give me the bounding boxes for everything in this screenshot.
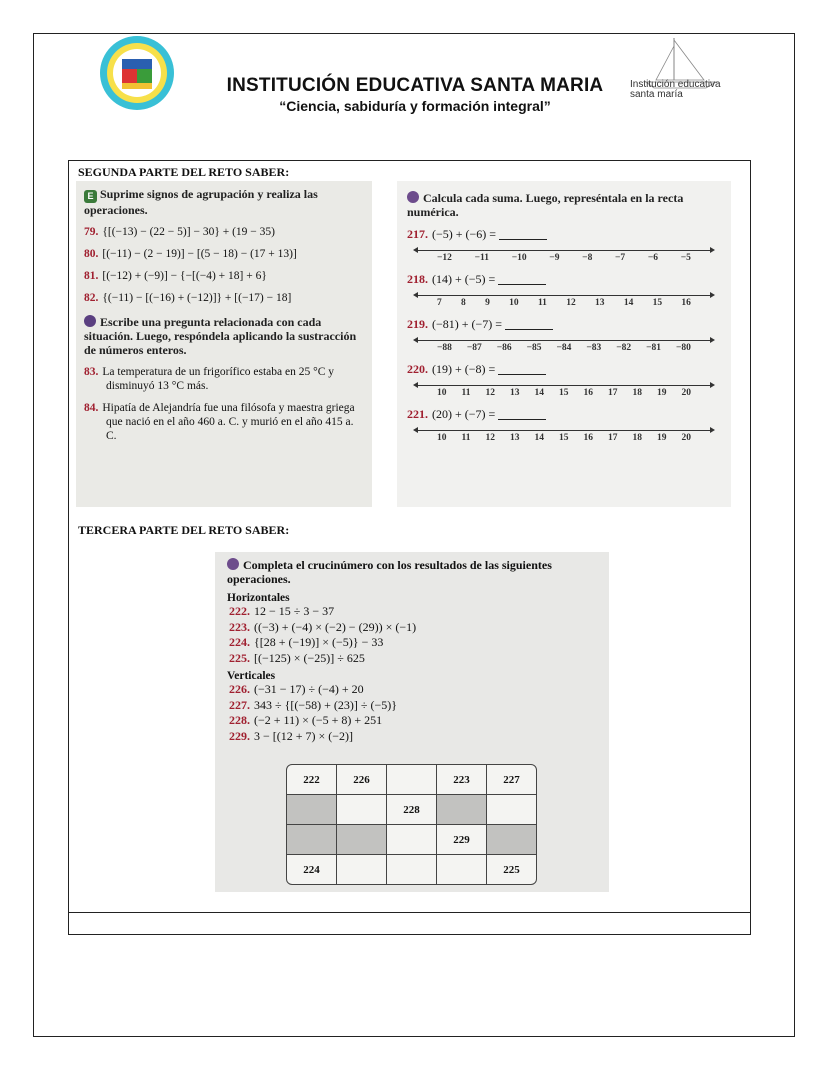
horizontal-clue [229,604,597,620]
clue-expression: 343 ÷ {[(−58) + (23)] ÷ (−5)} [254,697,397,712]
crossword-cell [287,795,336,824]
exercise-number: 79. [84,226,99,238]
sums-numberline-panel [397,181,731,507]
number-line-axis [415,430,713,431]
instruction-questions: Escribe una pregunta relacionada con cada situación. Luego, respóndela aplicando la sustracción de números enteros. [84,315,357,357]
crossword-cell: 228 [387,795,436,824]
exercise-number: 82. [84,292,99,304]
clue-expression: ((−3) + (−4) × (−2) − (29)) × (−1) [254,619,417,634]
vertical-clue [229,729,597,745]
grouping-exercise [84,269,364,283]
number-line-axis [415,340,713,341]
tick-label: −10 [511,253,527,263]
crossword-cell [437,795,486,824]
tick-label: 14 [623,298,634,308]
vertical-label: Verticales [227,670,276,682]
tick-label: 10 [509,298,519,308]
tick-label: 18 [632,433,642,443]
tick-label: 7 [437,298,442,308]
number-line [407,336,721,354]
tick-label: 13 [595,298,605,308]
horizontal-clue [229,651,597,667]
tick-label: 17 [607,433,618,443]
answer-blank [505,319,553,330]
grouping-exercise [84,247,364,261]
exercise-expression: [(−12) + (−9)] − {−[(−4) + 18] + 6} [102,270,267,282]
number-line-ticks [437,388,691,398]
tick-label: 8 [461,298,466,308]
tick-label: 19 [656,433,667,443]
section-badge-icon: E [84,190,97,203]
sum-exercise-list [407,227,721,444]
tick-label: −82 [616,343,632,353]
school-crest-logo [96,35,178,111]
exercise-number: 80. [84,248,99,260]
instruction-grouping: E Suprime signos de agrupación y realiza las operaciones. [84,187,318,217]
exercise-expression: {[(−13) − (22 − 5)] − 30} + (19 − 35) [102,226,275,238]
answer-blank [498,364,546,375]
clue-number: 225. [229,650,250,665]
sum-expression: (20) + (−7) = [432,407,496,421]
answer-blank [499,229,547,240]
grouping-exercise-list [84,225,364,305]
tick-label: 11 [461,388,471,398]
tick-label: −87 [466,343,482,353]
tick-label: −8 [582,253,593,263]
vertical-clue [229,682,597,698]
number-line-ticks [437,343,691,353]
tick-label: −81 [646,343,662,353]
sum-number: 218. [407,272,428,286]
tick-label: −12 [437,253,452,263]
exercise-expression: [(−11) − (2 − 19)] − [(5 − 18) − (17 + 13)] [102,248,297,260]
grouping-signs-panel [76,181,372,507]
answer-blank [498,274,546,285]
tick-label: 16 [583,433,593,443]
clue-number: 222. [229,604,250,618]
tick-label: 9 [485,298,490,308]
clue-expression: {[28 + (−19)] × (−5)} − 33 [254,635,384,649]
crossword-panel [215,552,609,892]
second-part-title: SEGUNDA PARTE DEL RETO SABER: [78,165,290,179]
school-header [200,75,630,114]
tick-label: −5 [680,253,691,263]
vertical-clue [229,713,597,729]
word-problem [84,365,364,393]
crossword-cell [287,825,336,854]
horizontal-clues [227,604,597,666]
clue-number: 224. [229,635,250,649]
tick-label: 20 [681,388,691,398]
sum-exercise [407,362,721,377]
sum-exercise [407,227,721,242]
tick-label: −9 [549,253,560,263]
tick-label: 14 [534,433,544,443]
sum-exercise [407,407,721,422]
instruction-sums: Calcula cada suma. Luego, represéntala en la recta numérica. [407,191,684,219]
crossword-cell [387,765,436,794]
horizontal-clue [229,635,597,651]
crossword-section-icon [227,558,239,570]
school-motto: “Ciencia, sabiduría y formación integral” [279,98,551,114]
word-problem [84,401,364,443]
sum-number: 219. [407,317,428,331]
tick-label: −7 [615,253,626,263]
tick-label: −83 [586,343,602,353]
number-line-axis [415,385,713,386]
school-name: INSTITUCIÓN EDUCATIVA SANTA MARIA [226,75,604,96]
crossword-cell: 227 [487,765,536,794]
tick-label: 13 [509,388,520,398]
crossword-cell [337,825,386,854]
number-line-ticks [437,253,691,263]
grouping-exercise [84,291,364,305]
answer-blank [498,409,546,420]
clue-expression: [(−125) × (−25)] ÷ 625 [254,650,365,665]
clue-expression: 3 − [(12 + 7) × (−2)] [254,728,354,743]
clue-expression: 12 − 15 ÷ 3 − 37 [254,604,335,618]
tick-label: 14 [534,388,544,398]
tick-label: 19 [656,388,667,398]
crossword-cell: 222 [287,765,336,794]
clue-expression: (−2 + 11) × (−5 + 8) + 251 [254,713,383,727]
exercise-number: 81. [84,270,99,282]
horizontal-clue [229,620,597,636]
crossword-instruction: Completa el crucinúmero con los resultados de las siguientes operaciones. [227,558,552,586]
tick-label: 13 [509,433,520,443]
number-line-axis [415,295,713,296]
sum-expression: (−5) + (−6) = [432,227,497,241]
problem-text: La temperatura de un frigorífico estaba en 25 °C y disminuyó 13 °C más. [102,366,335,392]
sum-number: 217. [407,227,428,241]
horizontal-label: Horizontales [227,592,290,604]
sum-expression: (14) + (−5) = [432,272,496,286]
tick-label: 11 [461,433,471,443]
tick-label: 16 [583,388,593,398]
crossword-cell [437,855,486,884]
tick-label: 11 [537,298,547,308]
crossword-cell: 223 [437,765,486,794]
sum-number: 221. [407,407,428,421]
crossword-grid [286,764,537,885]
problem-number: 83. [84,366,99,378]
tick-label: 16 [681,298,691,308]
number-line [407,381,721,399]
content-bottom-rule [68,912,751,913]
crossword-cell: 226 [337,765,386,794]
crossword-cell: 225 [487,855,536,884]
sailboat-logo-text: Institución educativa santa maría [630,79,721,100]
number-line-axis [415,250,713,251]
problem-number: 84. [84,402,99,414]
sum-section-icon [407,191,419,203]
sum-number: 220. [407,362,428,376]
tick-label: 18 [632,388,642,398]
tick-label: −80 [676,343,691,353]
tick-label: −11 [474,253,489,263]
tick-label: 12 [485,433,495,443]
number-line [407,246,721,264]
crossword-cell [487,825,536,854]
word-problem-list [84,365,364,443]
number-line [407,426,721,444]
sailboat-logo [626,36,736,114]
clue-number: 229. [229,728,250,743]
number-line [407,291,721,309]
crossword-cell [337,855,386,884]
number-line-ticks [437,298,691,308]
tick-label: 15 [558,388,569,398]
crossword-cell [387,855,436,884]
clue-number: 226. [229,682,250,696]
question-section-icon [84,315,96,327]
third-part-title: TERCERA PARTE DEL RETO SABER: [78,523,290,537]
tick-label: 20 [681,433,691,443]
vertical-clues [227,682,597,744]
crossword-cell [337,795,386,824]
tick-label: 10 [437,388,447,398]
tick-label: 12 [566,298,576,308]
tick-label: −88 [437,343,452,353]
clue-number: 228. [229,713,250,727]
tick-label: 15 [652,298,663,308]
sum-expression: (−81) + (−7) = [432,317,503,331]
sum-exercise [407,272,721,287]
crossword-cell [487,795,536,824]
vertical-clue [229,698,597,714]
tick-label: −6 [647,253,659,263]
clue-expression: (−31 − 17) ÷ (−4) + 20 [254,682,364,696]
problem-text: Hipatía de Alejandría fue una filósofa y maestra griega que nació en el año 460 a. C. y murió en el año 415 a. C. [102,402,355,442]
tick-label: 15 [558,433,569,443]
clue-number: 223. [229,619,250,634]
grouping-exercise [84,225,364,239]
tick-label: 12 [485,388,495,398]
crossword-cell: 229 [437,825,486,854]
tick-label: −84 [556,343,572,353]
clue-number: 227. [229,697,250,712]
exercise-expression: {(−11) − [(−16) + (−12)]} + [(−17) − 18] [102,292,292,304]
crossword-cell [387,825,436,854]
number-line-ticks [437,433,691,443]
sum-expression: (19) + (−8) = [432,362,496,376]
tick-label: 10 [437,433,447,443]
crossword-cell: 224 [287,855,336,884]
sum-exercise [407,317,721,332]
tick-label: 17 [607,388,618,398]
tick-label: −85 [526,343,542,353]
tick-label: −86 [496,343,512,353]
